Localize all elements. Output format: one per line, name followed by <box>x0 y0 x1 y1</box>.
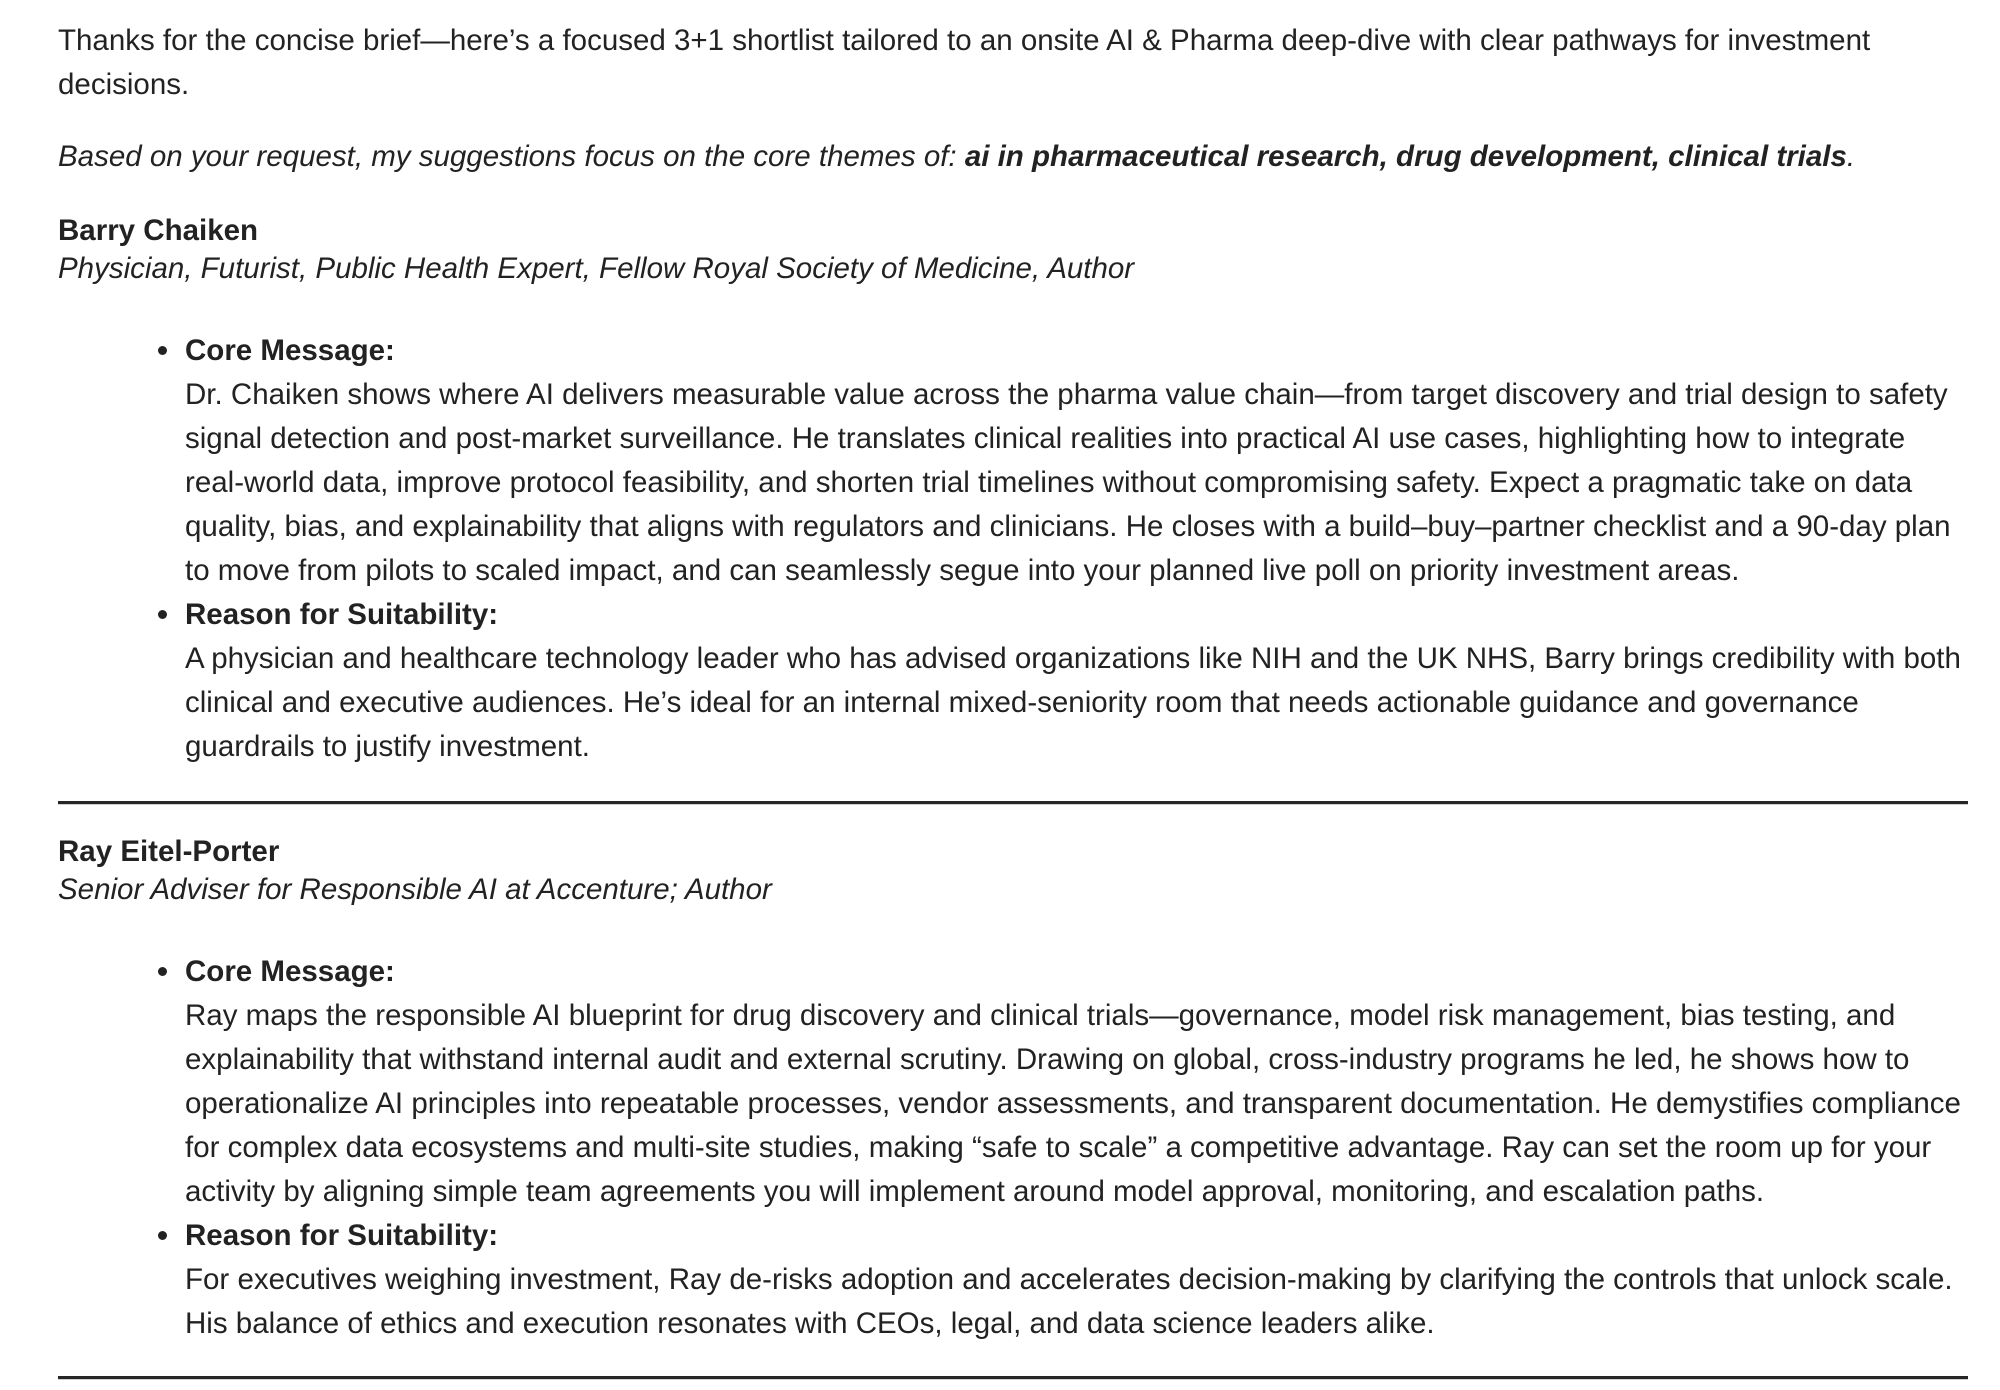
intro-paragraph: Thanks for the concise brief—here’s a focused 3+1 shortlist tailored to an onsite AI & Pharma deep-dive with clear pathways for investment decisions. <box>58 24 1871 101</box>
reason-label: Reason for Suitability: <box>185 598 499 631</box>
themes-paragraph <box>58 135 1970 179</box>
core-message-item <box>185 329 1970 593</box>
core-message-label: Core Message: <box>185 955 395 988</box>
bullet-icon <box>158 1231 167 1240</box>
reason-text: For executives weighing investment, Ray de-risks adoption and accelerates decision-making by clarifying the controls that unlock scale. His balance of ethics and execution resonates with CEOs, legal, and data science leaders alike. <box>185 1263 1953 1340</box>
core-message-label: Core Message: <box>185 334 395 367</box>
themes-prefix: Based on your request, my suggestions focus on the core themes of: <box>58 140 965 173</box>
bullet-icon <box>158 967 167 976</box>
speaker-name: Ray Eitel-Porter <box>58 835 280 868</box>
themes-list: ai in pharmaceutical research, drug development, clinical trials <box>964 140 1847 173</box>
core-message-text: Dr. Chaiken shows where AI delivers measurable value across the pharma value chain—from target discovery and trial design to safety signal detection and post-market surveillance. He translates clinical realities into practical AI use cases, highlighting how to integrate real-world data, improve protocol feasibility, and shorten trial timelines without compromising safety. Expect a pragmatic take on data quality, bias, and explainability that aligns with regulators and clinicians. He closes with a build–buy–partner checklist and a 90-day plan to move from pilots to scaled impact, and can seamlessly segue into your planned live poll on priority investment areas. <box>185 378 1951 587</box>
themes-suffix: . <box>1846 140 1856 173</box>
section-divider <box>58 1376 1968 1380</box>
reason-label: Reason for Suitability: <box>185 1219 499 1252</box>
speaker-name: Barry Chaiken <box>58 214 259 247</box>
section-divider <box>58 801 1968 805</box>
core-message-text: Ray maps the responsible AI blueprint for drug discovery and clinical trials—governance, model risk management, bias testing, and explainability that withstand internal audit and external scrutiny. Drawing on global, cross-industry programs he led, he shows how to operationalize AI principles into repeatable processes, vendor assessments, and transparent documentation. He demystifies compliance for complex data ecosystems and multi-site studies, making “safe to scale” a competitive advantage. Ray can set the room up for your activity by aligning simple team agreements you will implement around model approval, monitoring, and escalation paths. <box>185 999 1961 1208</box>
bullet-icon <box>158 346 167 355</box>
reason-item <box>185 593 1970 769</box>
speaker-card <box>58 209 1970 769</box>
reason-text: A physician and healthcare technology leader who has advised organizations like NIH and the UK NHS, Barry brings credibility with both clinical and executive audiences. He’s ideal for an internal mixed-seniority room that needs actionable guidance and governance guardrails to justify investment. <box>185 642 1961 763</box>
core-message-item <box>185 950 1970 1214</box>
speaker-card <box>58 830 1970 1346</box>
reason-item <box>185 1214 1970 1346</box>
bullet-icon <box>158 610 167 619</box>
speaker-title: Senior Adviser for Responsible AI at Accenture; Author <box>58 873 772 906</box>
speaker-points <box>58 329 1970 769</box>
speaker-title: Physician, Futurist, Public Health Expert, Fellow Royal Society of Medicine, Author <box>58 252 1135 285</box>
speaker-points <box>58 950 1970 1346</box>
